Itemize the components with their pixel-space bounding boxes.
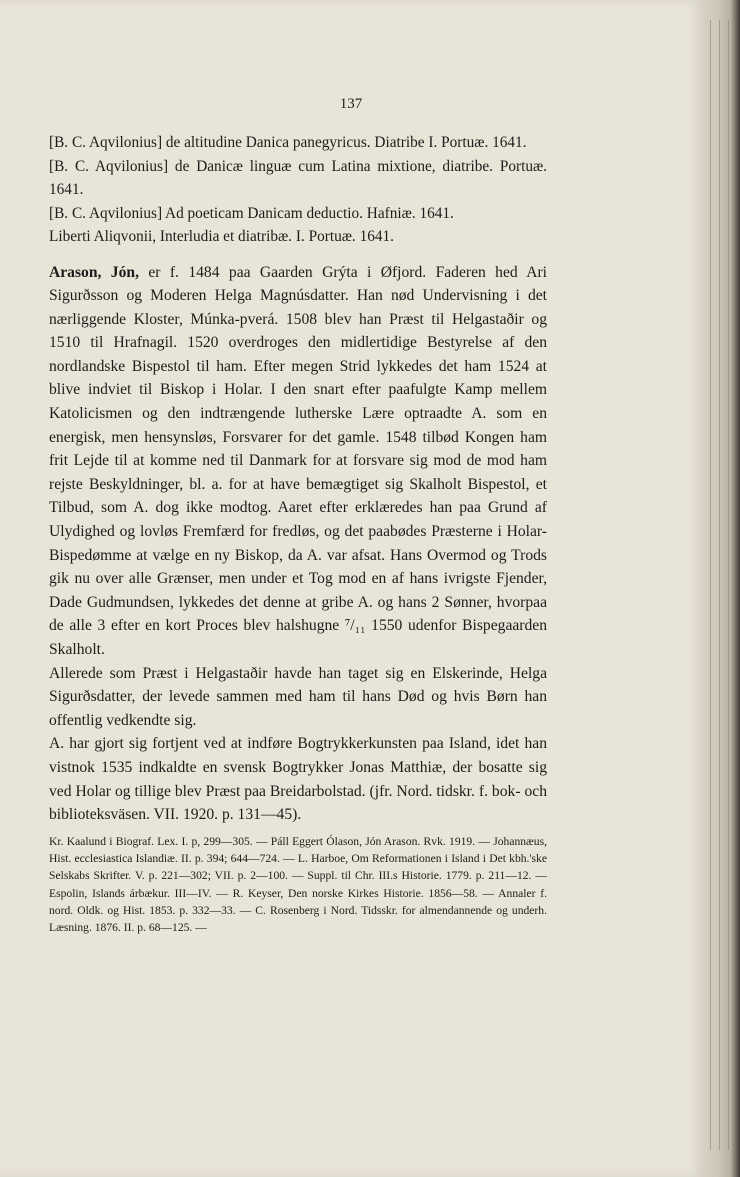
reference-line: [B. C. Aqvilonius] de altitudine Danica panegyricus. Diatribe I. Portuæ. 1641. [49, 134, 527, 151]
entry-headword: Arason, Jón, [49, 263, 139, 281]
reference-line: [B. C. Aqvilonius] de Danicæ linguæ cum Latina mixtione, diatribe. Portuæ. 1641. [49, 157, 547, 198]
entry-paragraph-2: Allerede som Præst i Helgastaðir havde han taget sig en Elskerinde, Helga Sigurðsdatter, der levede sammen med ham til hans Død og hvis Børn han offentlig vedkendte sig. [49, 664, 547, 729]
reference-line: [B. C. Aqvilonius] Ad poeticam Danicam deductio. Hafniæ. 1641. [49, 204, 454, 222]
reference-line: Liberti Aliqvonii, Interludia et diatribæ. I. Portuæ. 1641. [49, 228, 394, 245]
page-number: 137 [339, 96, 363, 112]
entry-text-1: er f. 1484 paa Gaarden Grýta i Øfjord. Faderen hed Ari Sigurðsson og Moderen Helga Magnúsdatter. Han nød Undervisning i det nærliggende Kloster, Múnka-pverá. 1508 blev han Præst til Helgastaðir og 1510 til Hrafnagil. 1520 overdroges den midlertidige Bestyrelse af den nordlandske Bispestol til ham. Efter megen Strid lykkedes det ham 1524 at blive indviet til Biskop i Holar. I den snart efter paafulgte Kamp mellem Katolicismen og den indtrængende lutherske Lære optraadte A. som en energisk, men hensynsløs, Forsvarer for det gamle. 1548 tilbød Kongen ham frit Lejde til at komme ned til Danmark for at forsvare sig mod de mod ham rejste Beskyldninger, bl. a. for at have bemægtiget sig Skalholt Bispestol, et Tilbud, som A. dog ikke modtog. Aaret efter erklæredes han paa Grund af Ulydighed og lovløs Fremfærd for fredløs, og det paabødes Præsterne i Holar-Bispedømme at vælge en ny Biskop, da A. var afsat. Hans Overmod og Trods gik nu over alle Grænser, men under et Tog mod en af hans ivrigste Fjender, Dade Gudmundsen, lykkedes det denne at gribe A. og hans 2 Sønner, hvorpaa de alle 3 efter en kort Proces blev halshugne ⁷/₁₁ 1550 udenfor Bispegaarden Skalholt. [49, 263, 547, 658]
edge-line [728, 20, 729, 1150]
page-edge [702, 0, 740, 1177]
bibliography-notes [49, 833, 547, 937]
spacer [49, 249, 547, 261]
entry-paragraph-1 [49, 261, 547, 662]
page-body [49, 131, 547, 937]
entry-paragraph-3: A. har gjort sig fortjent ved at indføre Bogtrykkerkunsten paa Island, idet han vistnok 1535 indkaldte en svensk Bogtrykker Jonas Matthiæ, der bosatte sig ved Holar og tillige blev Præst paa Breidarbolstad. (jfr. Nord. tidskr. f. bok- och biblioteksväsen. VII. 1920. p. 131—45). [49, 735, 547, 824]
notes-text: Kr. Kaalund i Biograf. Lex. I. p, 299—305. — Páll Eggert Ólason, Jón Arason. Rvk. 1919. — Johannæus, Hist. ecclesiastica Islandiæ. II. p. 394; 644—724. — L. Harboe, Om Reformationen i Island i Det kbh.'ske Selskabs Skrifter. V. p. 221—302; VII. p. 2—100. — Suppl. til Chr. III.s Historie. 1779. p. 211—12. — Espolin, Islands árbækur. III—IV. — R. Keyser, Den norske Kirkes Historie. 1856—58. — Annaler f. nord. Oldk. og Hist. 1853. p. 332—33. — C. Rosenberg i Nord. Tidsskr. for almendannende og underh. Læsning. 1876. II. p. 68—125. — [49, 834, 547, 935]
edge-line [719, 20, 720, 1150]
edge-line [710, 20, 711, 1150]
